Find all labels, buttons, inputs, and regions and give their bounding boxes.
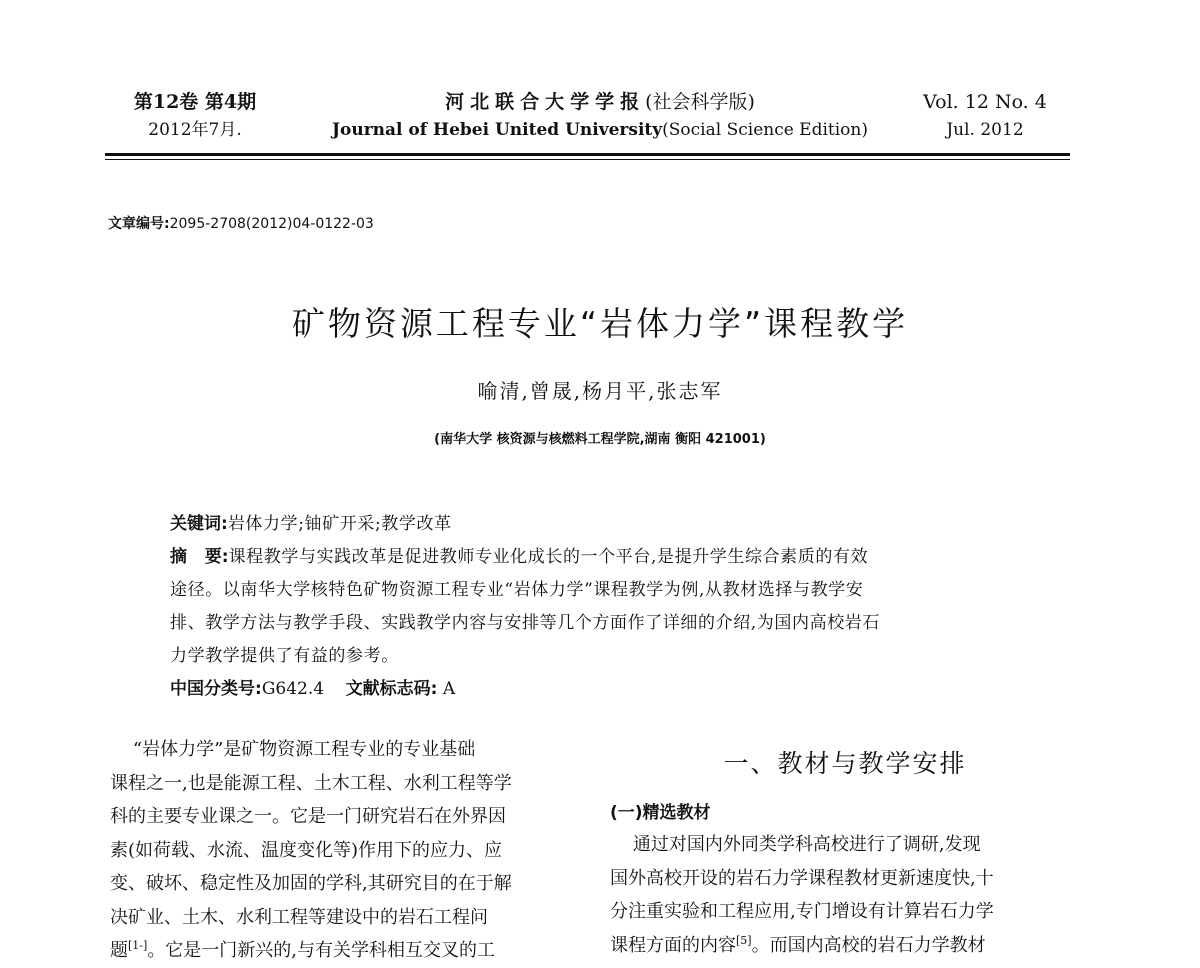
journal-name-en-main: Journal of Hebei United University — [331, 120, 663, 140]
paper-title: 矿物资源工程专业“岩体力学”课程教学 — [291, 304, 909, 343]
body-text: 题 — [110, 940, 128, 961]
body-column-left — [110, 733, 580, 968]
clc-label: 中国分类号: — [170, 679, 262, 699]
body-text: 课程方面的内容 — [610, 934, 736, 956]
body-line-with-ref — [610, 929, 1080, 963]
body-text: 。它是一门新兴的,与有关学科相互交叉的工 — [147, 940, 496, 961]
article-number — [108, 213, 374, 233]
journal-edition-en: (Social Science Edition) — [662, 120, 868, 140]
body-text: 。而国内高校的岩石力学教材 — [751, 934, 986, 956]
abstract-block — [170, 508, 1030, 706]
body-line: “岩体力学”是矿物资源工程专业的专业基础 — [110, 739, 476, 760]
header-volume-block — [110, 88, 280, 144]
body-line: 分注重实验和工程应用,专门增设有计算岩石力学 — [610, 901, 994, 922]
body-line: 通过对国内外同类学科高校进行了调研,发现 — [610, 834, 981, 855]
issue-date-en: Jul. 2012 — [946, 120, 1024, 140]
reference-marker[interactable]: [1-] — [128, 939, 148, 952]
abstract-text-line: 力学教学提供了有益的参考。 — [170, 646, 399, 666]
body-line: 素(如荷载、水流、温度变化等)作用下的应力、应 — [110, 839, 503, 861]
header-journal-block — [300, 88, 900, 144]
section-heading: 一、教材与教学安排 — [723, 749, 967, 778]
body-line: 变、破坏、稳定性及加固的学科,其研究目的在于解 — [110, 873, 512, 894]
body-line-with-ref — [110, 934, 580, 968]
header-rule-thin — [105, 159, 1070, 160]
journal-name-cn-main: 河北联合大学学报 — [445, 91, 646, 113]
abstract-text-line: 课程教学与实践改革是促进教师专业化成长的一个平台,是提升学生综合素质的有效 — [228, 547, 869, 567]
abstract-text-line: 排、教学方法与教学手段、实践教学内容与安排等几个方面作了详细的介绍,为国内高校岩石 — [170, 613, 881, 633]
body-line: 决矿业、土木、水利工程等建设中的岩石工程问 — [110, 906, 488, 928]
keywords-label: 关键词: — [170, 514, 228, 534]
keywords-text: 岩体力学;铀矿开采;教学改革 — [227, 514, 452, 534]
abstract-label: 摘 要: — [170, 547, 229, 567]
journal-name-en — [300, 116, 900, 144]
subsection-heading: (一)精选教材 — [610, 803, 711, 823]
doc-code-label: 文献标志码: — [345, 679, 438, 699]
header-rule-thick — [105, 153, 1070, 156]
author-affiliation: (南华大学 核资源与核燃料工程学院,湖南 衡阳 421001) — [434, 432, 766, 447]
volume-issue: 第12卷 第4期 — [133, 91, 257, 113]
article-number-label: 文章编号: — [108, 216, 170, 232]
journal-name-cn — [300, 88, 900, 116]
header-vol-no-block — [905, 88, 1065, 144]
vol-no: Vol. 12 No. 4 — [923, 91, 1047, 113]
body-column-right — [610, 740, 1080, 962]
abstract-text-line: 途径。以南华大学核特色矿物资源工程专业“岩体力学”课程教学为例,从教材选择与教学安 — [170, 580, 864, 600]
clc-value: G642.4 — [261, 679, 325, 699]
article-number-value: 2095-2708(2012)04-0122-03 — [169, 216, 374, 232]
body-line: 国外高校开设的岩石力学课程教材更新速度快,十 — [610, 867, 994, 889]
body-line: 科的主要专业课之一。它是一门研究岩石在外界因 — [110, 806, 506, 827]
paper-authors: 喻清,曾晟,杨月平,张志军 — [477, 379, 723, 403]
body-line: 课程之一,也是能源工程、土木工程、水利工程等学 — [110, 772, 512, 794]
abstract-line — [170, 541, 1030, 574]
keywords-line — [170, 508, 1030, 541]
doc-code-value: A — [442, 679, 456, 699]
journal-edition-cn: (社会科学版) — [645, 91, 755, 113]
issue-date-cn: 2012年7月. — [148, 120, 242, 140]
classification-line — [170, 673, 1030, 706]
reference-marker[interactable]: [5] — [736, 933, 752, 947]
